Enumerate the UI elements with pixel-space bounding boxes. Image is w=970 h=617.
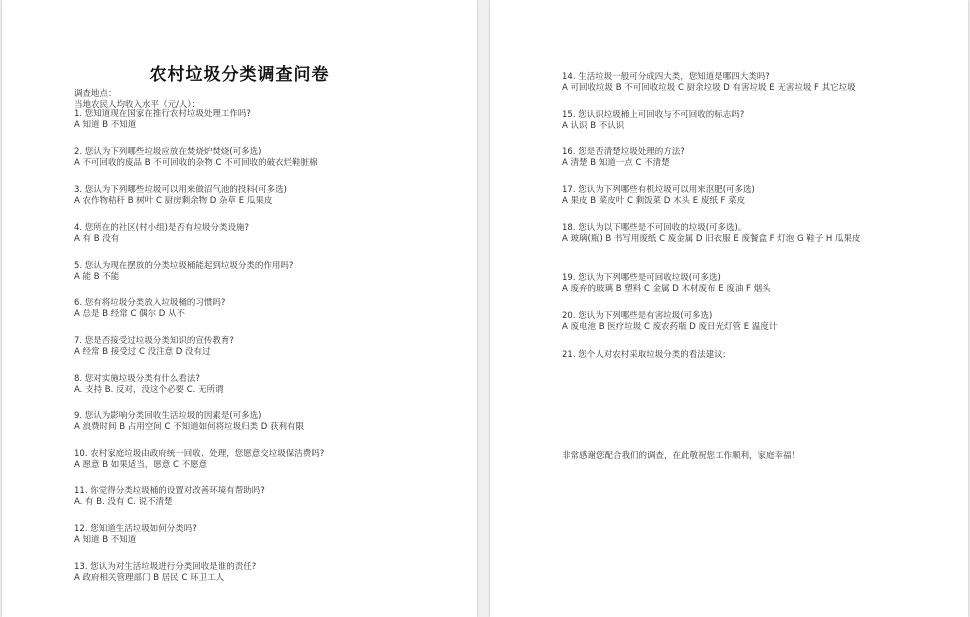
question-options: A 农作物秸秆 B 树叶 C 厨房剩余物 D 杂草 E 瓜果皮 (74, 196, 273, 206)
question-7 (74, 336, 469, 358)
question-options: A 经常 B 接受过 C 没注意 D 没有过 (74, 347, 211, 357)
question-options: A. 支持 B. 反对，没这个必要 C. 无所谓 (74, 385, 224, 395)
question-5 (74, 261, 469, 283)
question-10 (74, 449, 469, 471)
question-text: 9. 您认为影响分类回收生活垃圾的因素是(可多选) (74, 411, 262, 421)
question-text: 4. 您所在的社区(村小组)是否有垃圾分类设施? (74, 223, 249, 233)
question-text: 13. 您认为对生活垃圾进行分类回收是谁的责任? (74, 562, 257, 572)
page-right (490, 0, 968, 617)
question-3 (74, 185, 469, 207)
question-text: 11. 你觉得分类垃圾桶的设置对改善环境有帮助吗? (74, 486, 265, 496)
question-options: A 可回收垃圾 B 不可回收垃圾 C 厨余垃圾 D 有害垃圾 E 无害垃圾 F 其它垃圾 (562, 83, 856, 93)
question-text: 18. 您认为以下哪些是不可回收的垃圾(可多选)。 (562, 223, 747, 233)
question-options: A 浪费时间 B 占用空间 C 不知道如何将垃圾归类 D 获利有限 (74, 422, 305, 432)
question-text: 17. 您认为下列哪些有机垃圾可以用来沤肥(可多选) (562, 185, 755, 195)
question-18 (562, 223, 907, 245)
income-level-label: 当地农民人均收入水平（元/人）： (74, 100, 201, 110)
question-14 (562, 72, 907, 94)
question-text: 12. 您知道生活垃圾如何分类吗? (74, 524, 197, 534)
question-text: 6. 您有将垃圾分类放入垃圾桶的习惯吗? (74, 298, 226, 308)
question-options: A 废弃的玻璃 B 塑料 C 金属 D 木材废布 E 废油 F 烟头 (562, 284, 771, 294)
question-1 (74, 109, 469, 131)
question-text: 8. 您对实施垃圾分类有什么看法? (74, 374, 200, 384)
document-title: 农村垃圾分类调查问卷 (149, 65, 330, 85)
question-options: A 有 B 没有 (74, 234, 120, 244)
question-text: 15. 您认识垃圾桶上可回收与不可回收的标志吗? (562, 110, 745, 120)
question-21 (562, 350, 907, 361)
question-text: 5. 您认为现在摆放的分类垃圾桶能起到垃圾分类的作用吗? (74, 261, 294, 271)
question-text: 20. 您认为下列哪些是有害垃圾(可多选) (562, 311, 713, 321)
question-text: 21. 您个人对农村采取垃圾分类的看法建议: (562, 350, 726, 360)
question-options: A 认识 B 不认识 (562, 121, 625, 131)
question-text: 2. 您认为下列哪些垃圾应放在焚烧炉焚烧(可多选) (74, 147, 262, 157)
page-left (2, 0, 477, 617)
question-13 (74, 562, 469, 584)
question-options: A 清楚 B 知道一点 C 不清楚 (562, 158, 670, 168)
question-9 (74, 411, 469, 433)
question-17 (562, 185, 907, 207)
question-8 (74, 374, 469, 396)
question-text: 3. 您认为下列哪些垃圾可以用来做沼气池的投料(可多选) (74, 185, 287, 195)
question-20 (562, 311, 907, 333)
question-options: A 玻璃(瓶) B 书写用废纸 C 废金属 D 旧衣服 E 废餐盒 F 灯泡 G 鞋子 H 瓜果皮 (562, 234, 861, 244)
question-options: A 不可回收的废品 B 不可回收的杂物 C 不可回收的破衣烂鞋脏棉 (74, 158, 318, 168)
question-options: A 愿意 B 如果适当，愿意 C 不愿意 (74, 460, 208, 470)
question-text: 10. 农村家庭垃圾由政府统一回收、处理，您愿意交垃圾保洁费吗? (74, 449, 325, 459)
question-text: 14. 生活垃圾一般可分成四大类，您知道是哪四大类吗? (562, 72, 770, 82)
question-6 (74, 298, 469, 320)
question-options: A 果皮 B 菜皮叶 C 剩饭菜 D 木头 E 废纸 F 菜皮 (562, 196, 746, 206)
question-options: A 政府相关管理部门 B 居民 C 环卫工人 (74, 573, 225, 583)
question-options: A 能 B 不能 (74, 272, 120, 282)
question-16 (562, 147, 907, 169)
question-options: A 废电池 B 医疗垃圾 C 废农药瓶 D 废日光灯管 E 温度计 (562, 322, 778, 332)
question-options: A 总是 B 经常 C 偶尔 D 从不 (74, 309, 186, 319)
survey-location-label: 调查地点： (74, 89, 117, 99)
question-text: 1. 您知道现在国家在推行农村垃圾处理工作吗? (74, 109, 251, 119)
question-4 (74, 223, 469, 245)
question-15 (562, 110, 907, 132)
closing-thanks: 非常感谢您配合我们的调查，在此敬祝您工作顺利，家庭幸福！ (562, 451, 801, 461)
question-text: 7. 您是否接受过垃圾分类知识的宣传教育? (74, 336, 234, 346)
question-options: A 知道 B 不知道 (74, 120, 137, 130)
question-2 (74, 147, 469, 169)
question-options: A 知道 B 不知道 (74, 535, 137, 545)
question-options: A. 有 B. 没有 C. 说不清楚 (74, 497, 173, 507)
question-12 (74, 524, 469, 546)
question-11 (74, 486, 469, 508)
question-text: 16. 您是否清楚垃圾处理的方法? (562, 147, 685, 157)
question-19 (562, 273, 907, 295)
question-text: 19. 您认为下列哪些是可回收垃圾(可多选) (562, 273, 721, 283)
